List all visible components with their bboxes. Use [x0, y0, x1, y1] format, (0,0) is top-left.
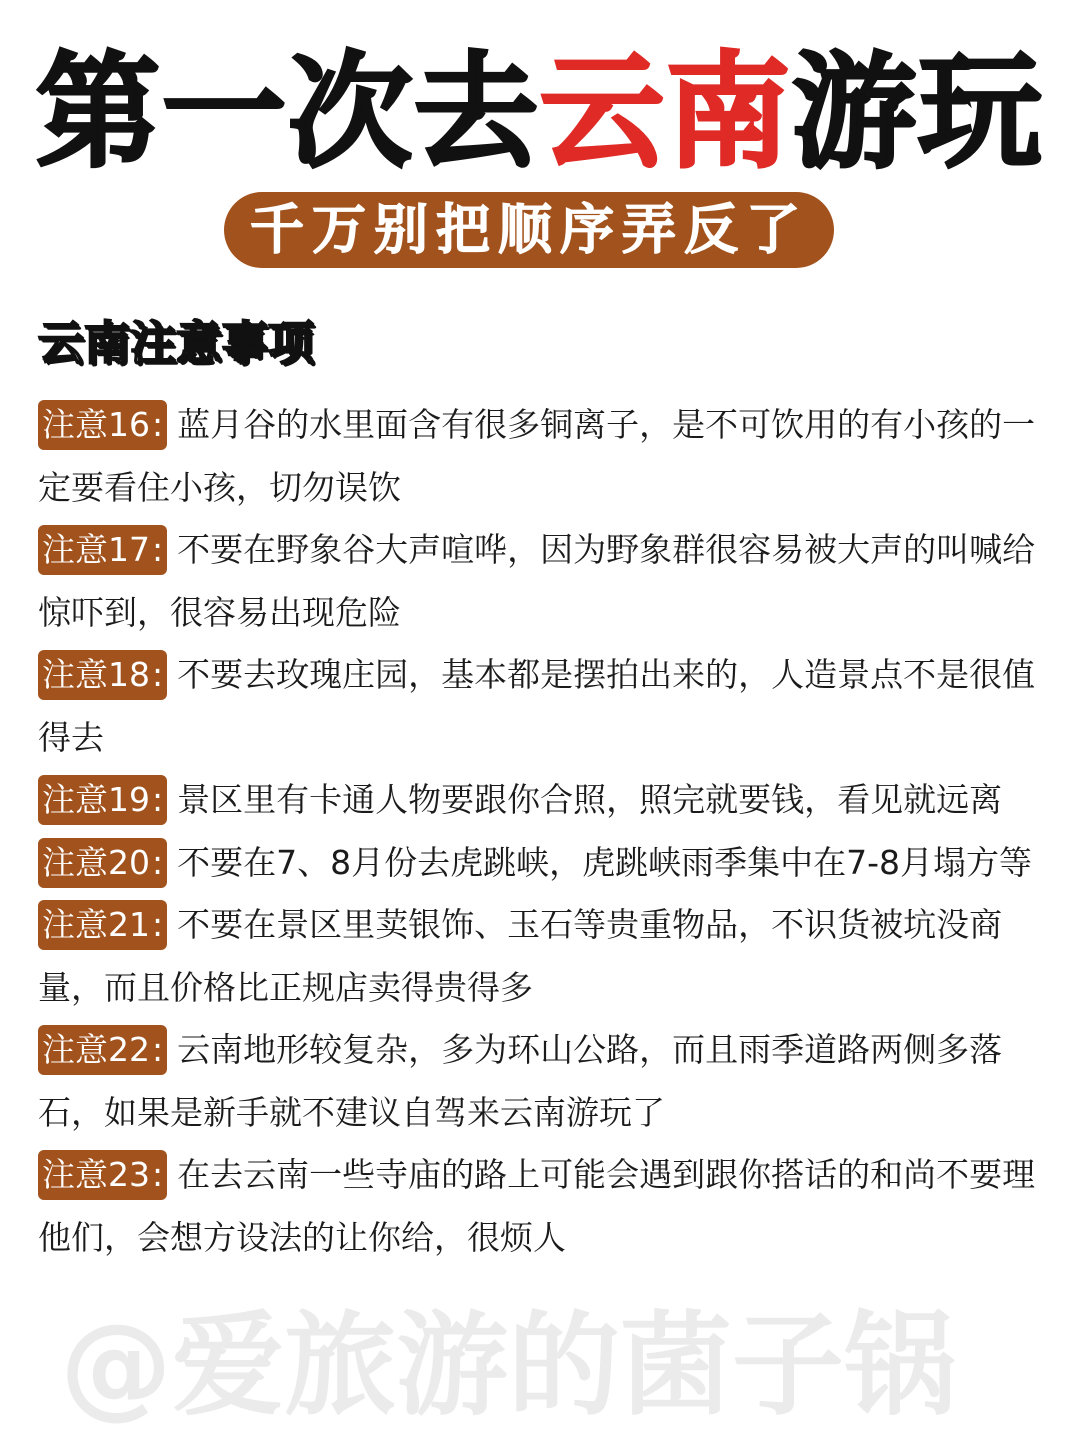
subtitle-banner: 千万别把顺序弄反了 — [224, 192, 834, 268]
note-label: 注意17 — [42, 530, 150, 569]
watermark: @爱旅游的菌子锅 — [60, 1301, 956, 1431]
note-label: 注意18 — [42, 655, 150, 694]
note-label: 注意22 — [42, 1030, 150, 1069]
note-label-tag — [38, 1025, 167, 1075]
note-label-colon: : — [152, 780, 164, 819]
note-label-colon: : — [152, 530, 164, 569]
note-label-colon: : — [152, 905, 164, 944]
note-label: 注意20 — [42, 842, 150, 882]
note-text: 景区里有卡通人物要跟你合照，照完就要钱，看见就远离 — [177, 780, 1003, 819]
note-label-colon: : — [152, 842, 164, 882]
section-heading: 云南注意事项 — [38, 316, 314, 370]
note-label-tag — [38, 525, 167, 575]
note-item — [38, 832, 1038, 895]
note-item — [38, 894, 1038, 1019]
notes-list — [38, 394, 1038, 1269]
note-text: 蓝月谷的水里面含有很多铜离子，是不可饮用的有小孩的一定要看住小孩，切勿误饮 — [38, 405, 1036, 507]
note-text: 不要在景区里荬银饰、玉石等贵重物品，不识货被坑没商量，而且价格比正规店卖得贵得多 — [38, 905, 1003, 1007]
note-label-tag — [38, 400, 167, 450]
title-part-1: 第一次去 — [35, 41, 540, 185]
note-text: 不要在野象谷大声喧哗，因为野象群很容易被大声的叫喊给惊吓到，很容易出现危险 — [38, 530, 1036, 632]
note-text: 在去云南一些寺庙的路上可能会遇到跟你搭话的和尚不要理他们，会想方设法的让你给，很烦人 — [38, 1155, 1036, 1257]
note-item — [38, 769, 1038, 832]
page-title — [36, 38, 1044, 188]
note-label: 注意16 — [42, 405, 150, 444]
page-title-container — [0, 38, 1080, 188]
note-label-colon: : — [152, 1155, 164, 1194]
note-label-tag — [38, 775, 167, 825]
title-part-3: 游玩 — [792, 41, 1045, 185]
note-label-colon: : — [152, 1030, 164, 1069]
note-label-tag — [38, 650, 167, 700]
note-label-tag — [38, 900, 167, 950]
note-text: 不要去玫瑰庄园，基本都是摆拍出来的，人造景点不是很值得去 — [38, 655, 1036, 757]
note-label: 注意21 — [42, 905, 150, 944]
note-label-colon: : — [152, 405, 164, 444]
note-text: 云南地形较复杂，多为环山公路，而且雨季道路两侧多落石，如果是新手就不建议自驾来云南游玩了 — [38, 1030, 1003, 1132]
note-item — [38, 644, 1038, 769]
note-label: 注意23 — [42, 1155, 150, 1194]
note-text: 不要在7、8月份去虎跳峡，虎跳峡雨季集中在7-8月塌方等 — [177, 842, 1033, 882]
note-label-tag — [38, 838, 167, 888]
note-item — [38, 1144, 1038, 1269]
note-label: 注意19 — [42, 780, 150, 819]
note-label-tag — [38, 1150, 167, 1200]
title-highlight: 云南 — [539, 41, 792, 185]
note-item — [38, 394, 1038, 519]
note-item — [38, 1019, 1038, 1144]
note-item — [38, 519, 1038, 644]
note-label-colon: : — [152, 655, 164, 694]
